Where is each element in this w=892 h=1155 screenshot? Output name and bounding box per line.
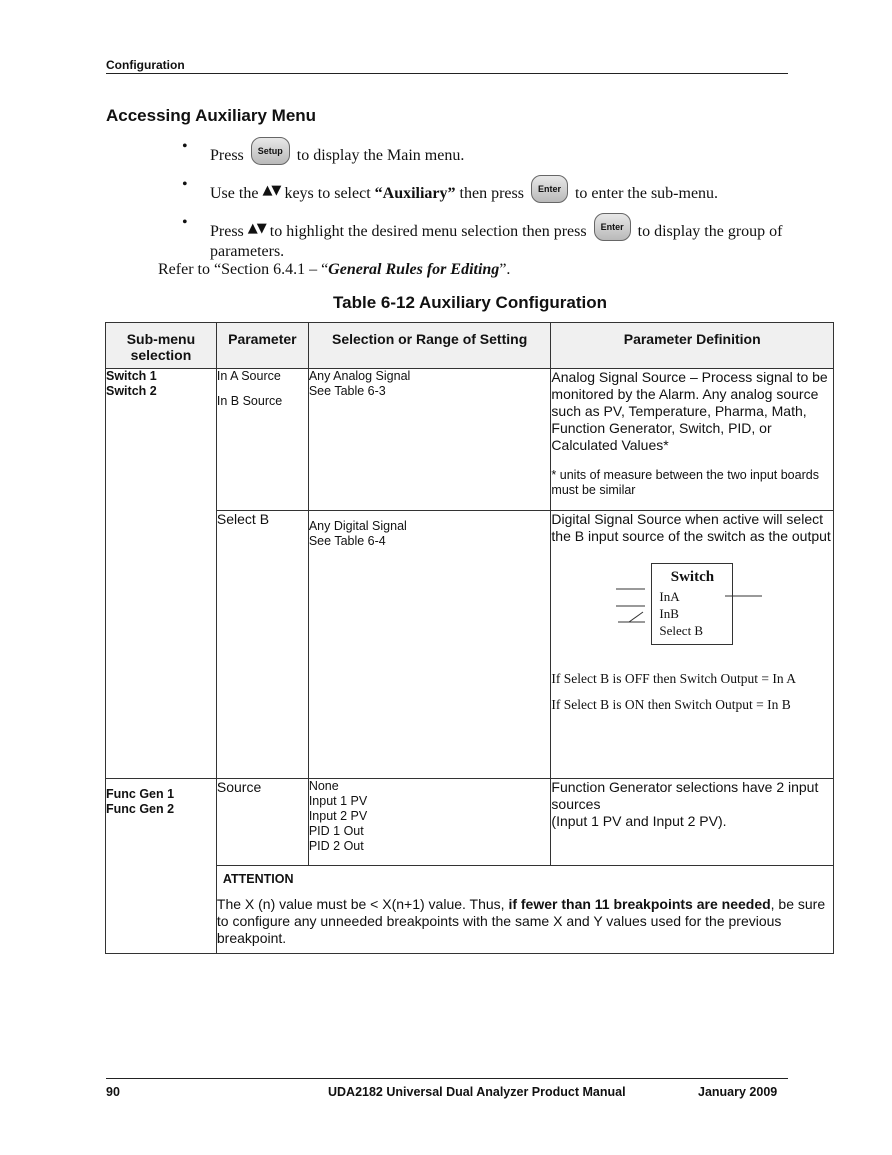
instruction-list [182,137,792,271]
switch-block-title: Switch [670,569,715,585]
attention-cell [216,866,833,954]
attention-text: The X (n) value must be < X(n+1) value. Thus, [216,896,509,912]
submenu-cell [106,779,217,954]
parameter-cell: Select B [216,511,308,779]
header-submenu: Sub-menu selection [106,323,217,369]
parameter-name: In A Source [216,369,281,383]
instruction-step-3 [182,213,792,262]
switch-select-b: Select B [659,623,704,638]
step-text: keys to select [284,185,371,202]
table-header-row [106,323,834,369]
page-footer [106,1078,788,1099]
menu-name: “Auxiliary” [374,185,456,202]
attention-emphasis: if fewer than 11 breakpoints are needed [508,896,771,912]
rule-on: If Select B is ON then Switch Output = In B [551,697,791,712]
section-title: Accessing Auxiliary Menu [106,106,317,125]
parameter-cell [216,369,308,511]
submenu-cell [106,369,217,779]
attention-title: ATTENTION [222,872,294,886]
header-definition: Parameter Definition [551,323,834,369]
definition-text: Analog Signal Source – Process signal to be monitored by the Alarm. Any analog source such as PV, Temperature, Pharma, Math, Function Generator, Switch, PID, or Calculated Values* [551,369,828,453]
range-cell [308,779,551,866]
range-option: Input 2 PV [308,809,368,823]
range-option: None [308,779,339,793]
table-title: Table 6-12 Auxiliary Configuration [333,293,607,312]
setup-key-icon: Setup [251,137,290,165]
switch-input-a: InA [659,589,680,604]
definition-text: (Input 1 PV and Input 2 PV). [551,813,727,829]
running-head: Configuration [106,58,788,74]
range-option: PID 1 Out [308,824,364,838]
step-text: Press [210,223,244,240]
rule-off: If Select B is OFF then Switch Output = In A [551,671,797,686]
step-text: Use the [210,185,259,202]
definition-cell [551,779,834,866]
definition-note: * units of measure between the two input boards must be similar [551,468,819,497]
range-value: Any Digital Signal [308,519,407,533]
submenu-item: Switch 1 [106,369,157,383]
reference-note [158,261,510,279]
enter-key-icon: Enter [594,213,631,241]
switch-block [651,563,733,645]
attention-text: , be sure to configure any unneeded breakpoints with the same X and Y values used for the previous breakpoint. [216,896,826,946]
submenu-item: Func Gen 2 [106,802,175,816]
step-text: to highlight the desired menu selection then press [269,223,587,240]
range-cell [308,511,551,779]
submenu-item: Switch 2 [106,384,157,398]
switch-input-b: InB [659,606,679,621]
manual-title: UDA2182 Universal Dual Analyzer Product Manual [328,1085,626,1099]
header-parameter: Parameter [216,323,308,369]
range-value: See Table 6-4 [308,534,386,548]
instruction-step-1 [182,137,792,166]
up-down-arrow-keys-icon: ▲▼ [247,221,266,236]
switch-diagram [551,545,833,755]
reference-link-text: General Rules for Editing [328,261,500,278]
range-option: Input 1 PV [308,794,368,808]
auxiliary-configuration-table [105,322,834,954]
up-down-arrow-keys-icon: ▲▼ [262,183,281,198]
range-option: PID 2 Out [308,839,364,853]
range-value: Any Analog Signal [308,369,411,383]
step-text: to display the Main menu. [296,147,465,164]
reference-text: ”. [499,261,511,278]
step-text: to display the group of parameters. [210,223,783,260]
parameter-name: In B Source [216,394,283,408]
table-row [106,779,834,866]
step-text: to enter the sub-menu. [574,185,719,202]
attention-body [217,896,833,947]
step-text: Press [210,147,244,164]
header-range: Selection or Range of Setting [308,323,551,369]
parameter-cell: Source [216,779,308,866]
range-cell [308,369,551,511]
page-number: 90 [106,1085,120,1099]
step-text: then press [459,185,524,202]
definition-cell [551,511,834,779]
definition-text: Function Generator selections have 2 input sources [551,779,819,812]
submenu-item: Func Gen 1 [106,787,175,801]
publication-date: January 2009 [698,1085,778,1099]
definition-text: Digital Signal Source when active will select the B input source of the switch as the output [551,511,831,544]
enter-key-icon: Enter [531,175,568,203]
instruction-step-2 [182,175,792,204]
reference-text: Refer to “Section 6.4.1 – “ [158,261,329,278]
range-value: See Table 6-3 [308,384,386,398]
